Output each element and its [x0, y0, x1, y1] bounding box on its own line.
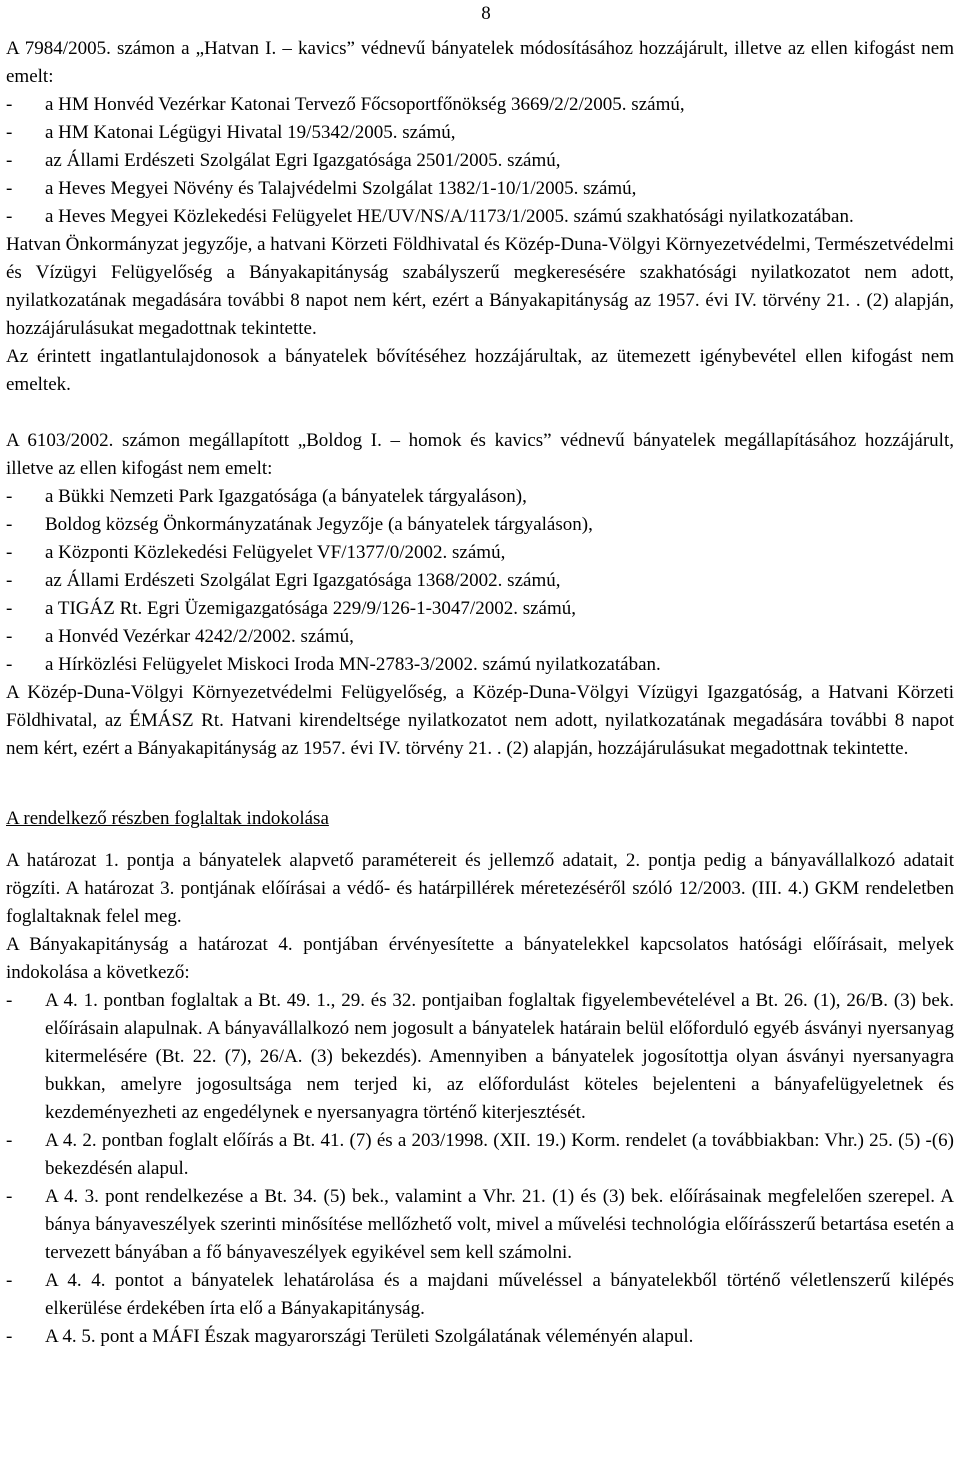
spacer — [6, 791, 954, 805]
list-item: - a Hírközlési Felügyelet Miskoci Iroda MN-2783-3/2002. számú nyilatkozatában. — [6, 651, 954, 679]
list-item: - a HM Honvéd Vezérkar Katonai Tervező Főcsoportfőnökség 3669/2/2/2005. számú, — [6, 91, 954, 119]
paragraph: A Bányakapitányság a határozat 4. pontjában érvényesítette a bányatelekkel kapcsolatos hatósági előírásait, melyek indokolása a következő: — [6, 934, 954, 983]
spacer — [6, 763, 954, 791]
authority-list — [6, 91, 954, 231]
list-item: - az Állami Erdészeti Szolgálat Egri Igazgatósága 2501/2005. számú, — [6, 147, 954, 175]
spacer — [6, 399, 954, 427]
document-body — [6, 35, 954, 1351]
section-hatvan-kavics — [6, 35, 954, 399]
list-item: - A 4. 3. pont rendelkezése a Bt. 34. (5) bek., valamint a Vhr. 21. (1) és (3) bek. előírásainak megfelelően szerepel. A bánya bányaveszélyek szerinti minősítése mellőzhető volt, mivel a művelési technológia előírásszerű betartása esetén a tervezett bányában a fő bányaveszélyek egyikével sem kell számolni. — [6, 1183, 954, 1267]
authority-list — [6, 483, 954, 679]
list-item: - a Heves Megyei Növény és Talajvédelmi Szolgálat 1382/1-10/1/2005. számú, — [6, 175, 954, 203]
list-item: - A 4. 5. pont a MÁFI Észak magyarországi Területi Szolgálatának véleményén alapul. — [6, 1323, 954, 1351]
section-intro: A 7984/2005. számon a „Hatvan I. – kavics” védnevű bányatelek módosításához hozzájárult, illetve az ellen kifogást nem emelt: — [6, 38, 954, 87]
justification-list — [6, 987, 954, 1351]
list-item: - A 4. 4. pontot a bányatelek lehatárolása és a majdani műveléssel a bányatelekből történő véletlenszerű kilépés elkerülése érdekében írta elő a Bányakapitányság. — [6, 1267, 954, 1323]
list-item: - Boldog község Önkormányzatának Jegyzője (a bányatelek tárgyaláson), — [6, 511, 954, 539]
paragraph: Az érintett ingatlantulajdonosok a bányatelek bővítéséhez hozzájárultak, az ütemezett igénybevétel ellen kifogást nem emeltek. — [6, 346, 954, 395]
section-boldog-homok — [6, 427, 954, 763]
paragraph: A Közép-Duna-Völgyi Környezetvédelmi Felügyelőség, a Közép-Duna-Völgyi Vízügyi Igazgatóság, a Hatvani Körzeti Földhivatal, az ÉMÁSZ Rt. Hatvani kirendeltsége nyilatkozatot nem adott, nyilatkozatának megadására további 8 napot nem kért, ezért a Bányakapitányság az 1957. évi IV. törvény 21. . (2) alapján, hozzájárulásukat megadottnak tekintette. — [6, 682, 954, 759]
list-item: - a HM Katonai Légügyi Hivatal 19/5342/2005. számú, — [6, 119, 954, 147]
list-item: - A 4. 1. pontban foglaltak a Bt. 49. 1., 29. és 32. pontjaiban foglaltak figyelembevételével a Bt. 26. (1), 26/B. (3) bek. előírásain alapulnak. A bányavállalkozó nem jogosult a bányatelek határain belül előforduló egyéb ásványi nyersanyag kitermelésére (Bt. 22. (7), 26/A. (3) bekezdés). Amennyiben a bányatelek jogosítottja olyan ásványi nyersanyagra bukkan, amelyre jogosultsága nem terjed ki, az előfordulást köteles bejelenteni a bányafelügyeletnek és kezdeményezheti az engedélynek e nyersanyagra történő kiterjesztését. — [6, 987, 954, 1127]
page-number: 8 — [481, 3, 491, 24]
list-item: - a Központi Közlekedési Felügyelet VF/1377/0/2002. számú, — [6, 539, 954, 567]
list-item: - a Heves Megyei Közlekedési Felügyelet HE/UV/NS/A/1173/1/2005. számú szakhatósági nyilatkozatában. — [6, 203, 954, 231]
section-intro: A 6103/2002. számon megállapított „Boldog I. – homok és kavics” védnevű bányatelek megállapításához hozzájárult, illetve az ellen kifogást nem emelt: — [6, 430, 954, 479]
spacer — [6, 833, 954, 847]
list-item: - az Állami Erdészeti Szolgálat Egri Igazgatósága 1368/2002. számú, — [6, 567, 954, 595]
list-item: - a Bükki Nemzeti Park Igazgatósága (a bányatelek tárgyaláson), — [6, 483, 954, 511]
section-heading: A rendelkező részben foglaltak indokolása — [6, 808, 329, 829]
list-item: - a Honvéd Vezérkar 4242/2/2002. számú, — [6, 623, 954, 651]
list-item: - a TIGÁZ Rt. Egri Üzemigazgatósága 229/9/126-1-3047/2002. számú, — [6, 595, 954, 623]
section-indokolas — [6, 805, 954, 1351]
paragraph: A határozat 1. pontja a bányatelek alapvető paramétereit és jellemző adatait, 2. pontja pedig a bányavállalkozó adatait rögzíti. A határozat 3. pontjának előírásai a védő- és határpillérek méretezéséről szóló 12/2003. (III. 4.) GKM rendeletben foglaltaknak felel meg. — [6, 850, 954, 927]
list-item: - A 4. 2. pontban foglalt előírás a Bt. 41. (7) és a 203/1998. (XII. 19.) Korm. rendelet (a továbbiakban: Vhr.) 25. (5) -(6) bekezdésén alapul. — [6, 1127, 954, 1183]
paragraph: Hatvan Önkormányzat jegyzője, a hatvani Körzeti Földhivatal és Közép-Duna-Völgyi Környezetvédelmi, Természetvédelmi és Vízügyi Felügyelőség a Bányakapitányság szabályszerű megkeresésére szakhatósági nyilatkozatot nem adott, nyilatkozatának megadására további 8 napot nem kért, ezért a Bányakapitányság az 1957. évi IV. törvény 21. . (2) alapján, hozzájárulásukat megadottnak tekintette. — [6, 234, 954, 339]
